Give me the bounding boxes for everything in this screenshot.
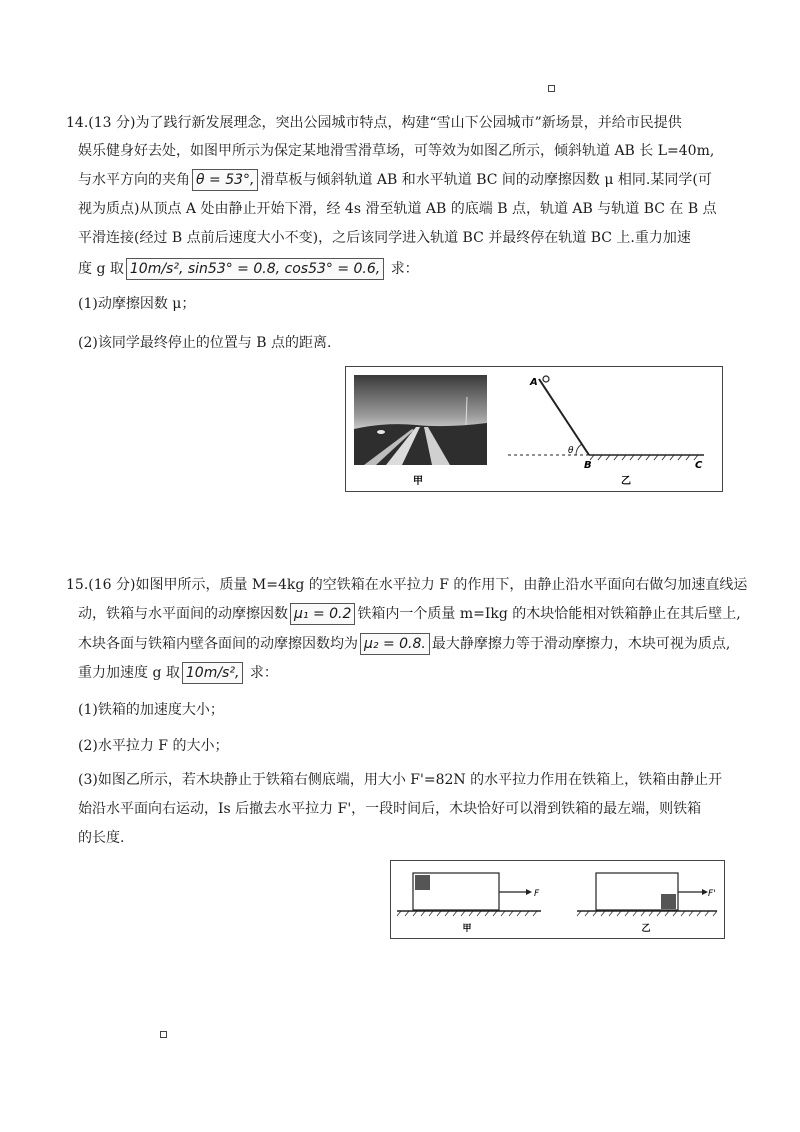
q14-sub-2: (2)该同学最终停止的位置与 B 点的距离. <box>78 335 332 351</box>
q14-line-2: 娱乐健身好去处，如图甲所示为保定某地滑雪滑草场，可等效为如图乙所示，倾斜轨道 AB 长 L=40m, <box>78 143 715 159</box>
point-b-label: B <box>584 460 592 471</box>
q15-figure <box>390 860 725 939</box>
q14-text: 滑草板与倾斜轨道 AB 和水平轨道 BC 间的动摩擦因数 μ 相同.某同学(可 <box>260 172 712 188</box>
q14-line-6 <box>78 258 419 280</box>
q15-text: 重力加速度 g 取 <box>78 665 180 681</box>
theta-formula: θ = 53°, <box>192 169 258 191</box>
q15-text: 铁箱内一个质量 m=Ikg 的木块恰能相对铁箱静止在其后壁上, <box>357 606 741 622</box>
q14-line-3 <box>78 169 712 191</box>
q14-text: 度 g 取 <box>78 261 124 277</box>
theta-label: θ <box>568 446 574 456</box>
slope-photo <box>354 375 487 465</box>
q15-line-2 <box>78 603 741 625</box>
mu2-formula: μ₂ = 0.8. <box>360 633 430 655</box>
q15-text: 木块各面与铁箱内壁各面间的动摩擦因数均为 <box>78 636 358 652</box>
q15-figure-svg <box>391 861 724 938</box>
q15-text: 最大静摩擦力等于滑动摩擦力，木块可视为质点, <box>431 636 731 652</box>
point-c-label: C <box>695 460 703 471</box>
q14-line-4: 视为质点)从顶点 A 处由静止开始下滑，经 4s 滑至轨道 AB 的底端 B 点，轨道 AB 与轨道 BC 在 B 点 <box>78 201 717 217</box>
q14-line-1: 14.(13 分)为了践行新发展理念，突出公园城市特点，构建“雪山下公园城市”新场景，并给市民提供 <box>66 115 682 131</box>
corner-mark <box>548 85 555 92</box>
g-formula: 10m/s², sin53° = 0.8, cos53° = 0.6, <box>126 258 384 280</box>
q15-line-1: 15.(16 分)如图甲所示，质量 M=4kg 的空铁箱在水平拉力 F 的作用下，由静止沿水平面向右做匀加速直线运 <box>66 577 748 593</box>
mu1-formula: μ₁ = 0.2 <box>290 603 355 625</box>
q14-figure <box>345 366 723 492</box>
q14-sub-1: (1)动摩擦因数 μ； <box>78 296 196 312</box>
force-f-prime-label: F' <box>708 889 716 899</box>
q15-line-4 <box>78 662 278 684</box>
corner-mark <box>160 1031 167 1038</box>
g-formula: 10m/s², <box>182 662 244 684</box>
q14-figure-svg <box>346 367 722 491</box>
box-diagram-jia <box>397 873 541 916</box>
q14-text: 求： <box>390 261 419 277</box>
caption-jia: 甲 <box>413 476 423 487</box>
force-f-label: F <box>534 889 540 899</box>
point-a-label: A <box>530 377 538 388</box>
q15-sub-1: (1)铁箱的加速度大小； <box>78 702 224 718</box>
q14-line-5: 平滑连接(经过 B 点前后速度大小不变)，之后该同学进入轨道 BC 并最终停在轨道 BC 上.重力加速 <box>78 230 691 246</box>
q15-sub-3c: 的长度. <box>78 830 125 846</box>
box-diagram-yi <box>577 873 717 916</box>
q15-sub-3a: (3)如图乙所示，若木块静止于铁箱右侧底端，用大小 F'=82N 的水平拉力作用在铁箱上，铁箱由静止开 <box>78 772 723 788</box>
q15-sub-3b: 始沿水平面向右运动，Is 后撤去水平拉力 F'，一段时间后，木块恰好可以滑到铁箱的最左端，则铁箱 <box>78 801 702 817</box>
caption-yi: 乙 <box>621 476 631 487</box>
caption-yi: 乙 <box>641 924 651 934</box>
caption-jia: 甲 <box>462 924 472 934</box>
q15-line-3 <box>78 633 730 655</box>
q14-text: 与水平方向的夹角 <box>78 172 190 188</box>
q15-text: 求： <box>249 665 278 681</box>
q15-sub-2: (2)水平拉力 F 的大小； <box>78 738 229 754</box>
q15-text: 动，铁箱与水平面间的动摩擦因数 <box>78 606 288 622</box>
incline-diagram <box>508 376 704 471</box>
